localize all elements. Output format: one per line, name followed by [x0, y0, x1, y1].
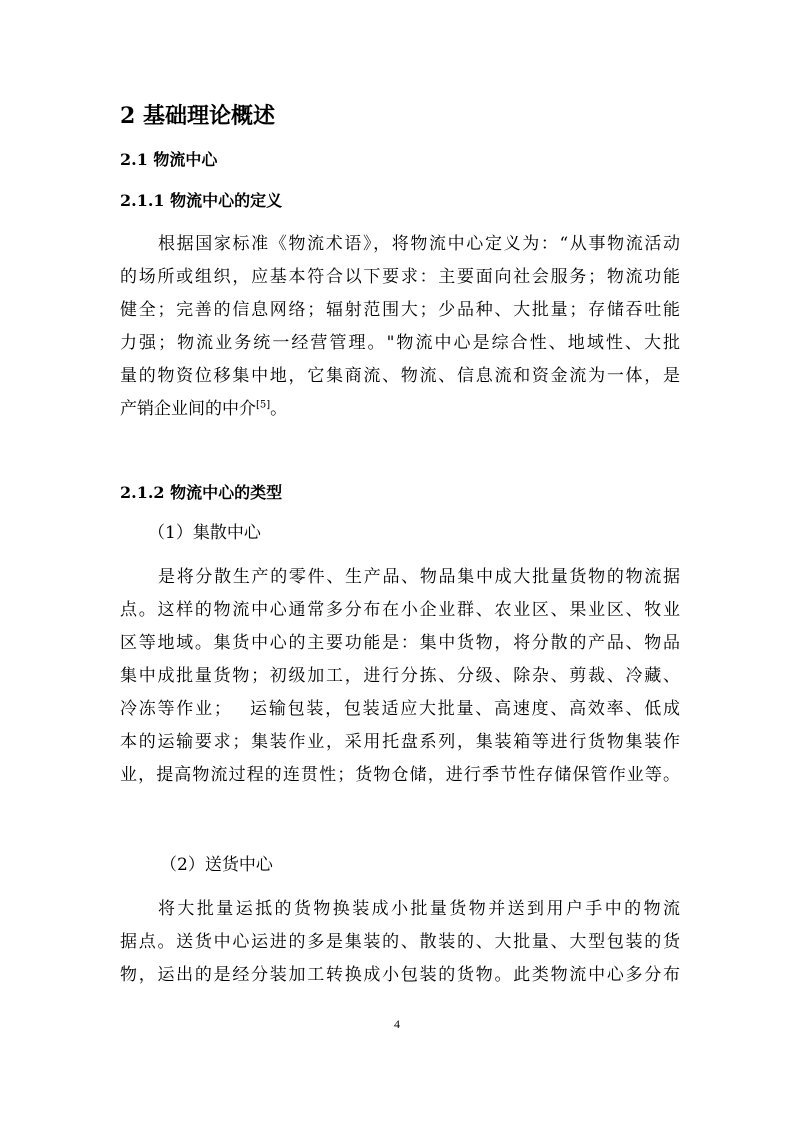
paragraph-distribution-center — [120, 561, 680, 792]
paragraph-line: 健全；完善的信息网络；辐射范围大；少品种、大批量；存储吞吐能 — [120, 300, 680, 320]
paragraph-line — [120, 393, 680, 426]
paragraph-line: 量的物资位移集中地，它集商流、物流、信息流和资金流为一体，是 — [120, 366, 680, 386]
paragraph-line: 是将分散生产的零件、生产品、物品集中成大批量货物的物流据 — [158, 567, 680, 587]
paragraph-line: 区等地域。集货中心的主要功能是：集中货物，将分散的产品、物品 — [120, 633, 680, 653]
paragraph-line: 将大批量运抵的货物换装成小批量货物并送到用户手中的物流 — [158, 899, 680, 919]
paragraph-line: 冷冻等作业； 运输包装，包装适应大批量、高速度、高效率、低成 — [120, 699, 680, 719]
paragraph-definition — [120, 228, 680, 426]
paragraph-line: 业，提高物流过程的连贯性；货物仓储，进行季节性存储保管作业等。 — [120, 765, 680, 785]
section-heading: 2.1 物流中心 — [120, 150, 218, 169]
paragraph-delivery-center — [120, 893, 680, 992]
paragraph-line: 物，运出的是经分装加工转换成小包装的货物。此类物流中心多分布 — [120, 965, 680, 985]
citation-marker: [5] — [256, 399, 271, 411]
paragraph-line: 点。这样的物流中心通常多分布在小企业群、农业区、果业区、牧业 — [120, 600, 680, 620]
paragraph-line: 集中成批量货物；初级加工，进行分拣、分级、除杂、剪裁、冷藏、 — [120, 666, 680, 686]
subsection-heading-definition: 2.1.1 物流中心的定义 — [120, 191, 283, 210]
list-item-label-distribution-center: （1）集散中心 — [148, 523, 261, 543]
page-number: 4 — [394, 1017, 400, 1031]
paragraph-line: 据点。送货中心运进的多是集装的、散装的、大批量、大型包装的货 — [120, 932, 680, 952]
subsection-heading-types: 2.1.2 物流中心的类型 — [120, 483, 283, 502]
paragraph-text: 。 — [270, 399, 288, 419]
list-item-label-delivery-center: （2）送货中心 — [160, 855, 273, 875]
paragraph-line: 的场所或组织，应基本符合以下要求：主要面向社会服务；物流功能 — [120, 267, 680, 287]
paragraph-line: 根据国家标准《物流术语》，将物流中心定义为：“从事物流活动 — [158, 234, 680, 254]
chapter-heading: 2 基础理论概述 — [120, 103, 275, 129]
paragraph-text: 产销企业间的中介 — [120, 399, 256, 419]
paragraph-line: 本的运输要求；集装作业，采用托盘系列，集装箱等进行货物集装作 — [120, 732, 680, 752]
paragraph-line: 力强；物流业务统一经营管理。"物流中心是综合性、地域性、大批 — [120, 333, 680, 353]
